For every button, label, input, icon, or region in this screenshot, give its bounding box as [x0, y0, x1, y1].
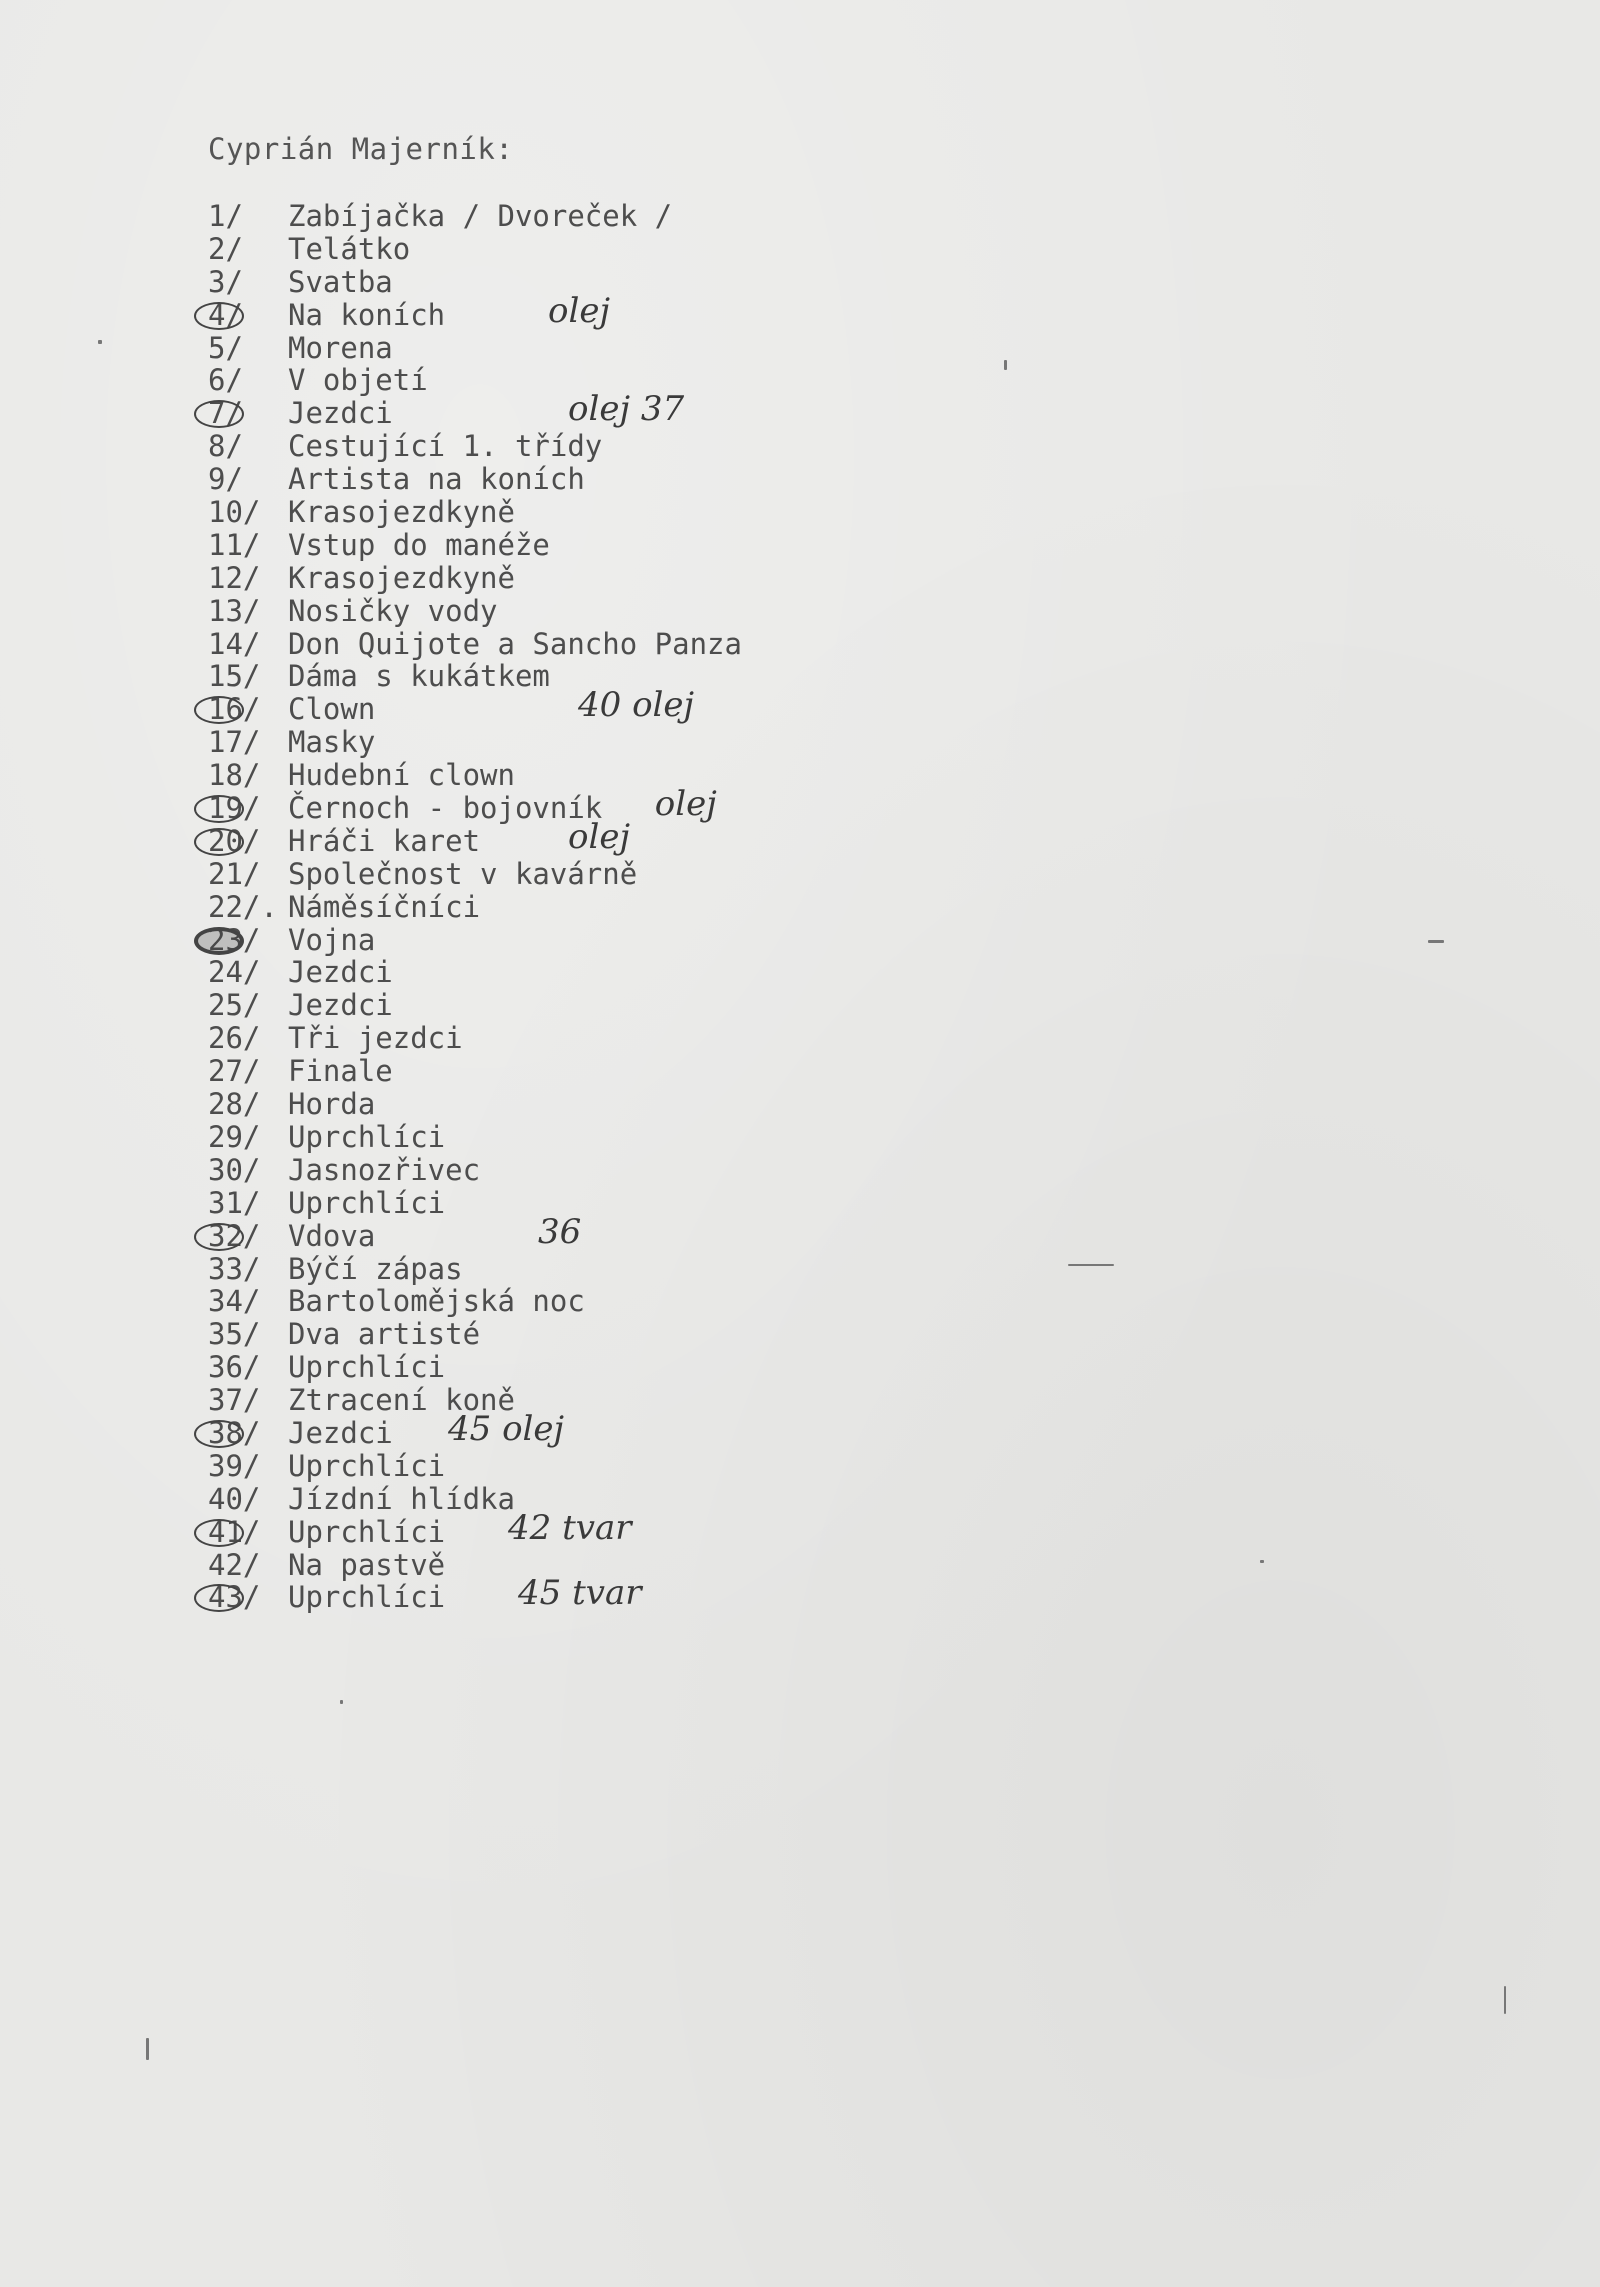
item-title: Hráči karet — [288, 823, 481, 858]
item-title: Jezdci — [288, 955, 393, 990]
artwork-list — [208, 200, 742, 1614]
item-title: Náměsíčníci — [288, 889, 481, 924]
item-number: 28/ — [208, 1087, 261, 1122]
item-number: 20/ — [208, 823, 261, 858]
paper-speck — [146, 2038, 149, 2060]
list-item — [208, 891, 742, 924]
list-item — [208, 562, 742, 595]
item-title: Uprchlíci — [288, 1350, 446, 1385]
list-item — [208, 1211, 742, 1253]
pencil-circle-mark — [194, 795, 244, 823]
item-number: 22/. — [208, 889, 278, 924]
list-item — [208, 1187, 742, 1220]
item-title: Jezdci — [288, 1415, 393, 1450]
item-title: Uprchlíci — [288, 1580, 446, 1615]
item-title: Uprchlíci — [288, 1119, 446, 1154]
list-item — [208, 1055, 742, 1088]
list-item — [208, 726, 742, 759]
paper-speck — [1004, 360, 1007, 370]
pencil-circle-mark — [194, 828, 244, 856]
item-number: 2/ — [208, 231, 243, 266]
item-title: Jasnozřivec — [288, 1152, 481, 1187]
list-item — [208, 200, 742, 233]
list-item — [208, 1022, 742, 1055]
item-title: Jezdci — [288, 988, 393, 1023]
item-title: Finale — [288, 1054, 393, 1089]
handwritten-note: olej — [654, 784, 717, 825]
item-title: Tři jezdci — [288, 1021, 463, 1056]
item-title: Zabíjačka / Dvoreček / — [288, 199, 673, 233]
item-number: 42/ — [208, 1547, 261, 1582]
list-item — [208, 332, 742, 365]
item-title: Uprchlíci — [288, 1185, 446, 1220]
list-item — [208, 956, 742, 989]
item-number: 25/ — [208, 988, 261, 1023]
item-number: 41/ — [208, 1514, 261, 1549]
list-item — [208, 1253, 742, 1286]
handwritten-note: olej 37 — [568, 389, 685, 430]
list-item — [208, 1507, 742, 1549]
item-number: 6/ — [208, 363, 243, 398]
item-title: Vstup do manéže — [288, 527, 550, 562]
item-title: Telátko — [288, 231, 411, 266]
list-item — [208, 496, 742, 529]
list-item — [208, 1121, 742, 1154]
item-number: 38/ — [208, 1415, 261, 1450]
list-item — [208, 1351, 742, 1384]
item-number: 36/ — [208, 1350, 261, 1385]
item-title: Krasojezdkyně — [288, 560, 515, 595]
item-number: 40/ — [208, 1481, 261, 1516]
handwritten-note: 36 — [538, 1211, 582, 1252]
list-item — [208, 1483, 742, 1516]
list-item — [208, 266, 742, 299]
item-number: 4/ — [208, 297, 243, 332]
list-item — [208, 290, 742, 332]
list-item — [208, 595, 742, 628]
list-item — [208, 233, 742, 266]
item-title: Dáma s kukátkem — [288, 659, 550, 694]
item-number: 15/ — [208, 659, 261, 694]
pencil-circle-mark — [194, 302, 244, 330]
item-number: 14/ — [208, 626, 261, 661]
document-heading: Cyprián Majerník: — [208, 132, 514, 166]
item-number: 21/ — [208, 856, 261, 891]
item-title: Artista na koních — [288, 462, 585, 497]
list-item — [208, 685, 742, 727]
item-title: Uprchlíci — [288, 1448, 446, 1483]
item-number: 18/ — [208, 758, 261, 793]
item-number: 35/ — [208, 1317, 261, 1352]
item-title: Na pastvě — [288, 1547, 446, 1582]
list-item — [208, 1408, 742, 1450]
item-number: 1/ — [208, 199, 243, 233]
handwritten-note: 45 olej — [448, 1408, 565, 1449]
item-title: Don Quijote a Sancho Panza — [288, 626, 742, 661]
item-number: 9/ — [208, 462, 243, 497]
pencil-circle-mark — [194, 927, 244, 955]
list-item — [208, 816, 742, 858]
item-number: 33/ — [208, 1251, 261, 1286]
item-title: Vojna — [288, 922, 376, 957]
item-title: Nosičky vody — [288, 593, 498, 628]
handwritten-note: 40 olej — [578, 685, 695, 726]
list-item — [208, 1088, 742, 1121]
list-item — [208, 989, 742, 1022]
item-number: 11/ — [208, 527, 261, 562]
item-title: Uprchlíci — [288, 1514, 446, 1549]
list-item — [208, 1285, 742, 1318]
item-title: Svatba — [288, 264, 393, 299]
list-item — [208, 858, 742, 891]
item-number: 23/ — [208, 922, 261, 957]
item-number: 7/ — [208, 396, 243, 431]
item-title: Morena — [288, 330, 393, 365]
paper-speck — [1260, 1560, 1264, 1563]
list-item — [208, 784, 742, 826]
paper-speck — [1068, 1264, 1114, 1266]
item-number: 26/ — [208, 1021, 261, 1056]
item-number: 29/ — [208, 1119, 261, 1154]
item-title: Cestující 1. třídy — [288, 429, 603, 464]
list-item — [208, 628, 742, 661]
paper-speck — [1504, 1986, 1506, 2014]
list-item — [208, 430, 742, 463]
list-item — [208, 1450, 742, 1483]
list-item — [208, 529, 742, 562]
item-number: 17/ — [208, 725, 261, 760]
item-title: Jezdci — [288, 396, 393, 431]
item-number: 43/ — [208, 1580, 261, 1615]
item-number: 32/ — [208, 1218, 261, 1253]
list-item — [208, 389, 742, 431]
item-title: Býčí zápas — [288, 1251, 463, 1286]
pencil-circle-mark — [194, 1420, 244, 1448]
paper-speck — [340, 1700, 343, 1704]
item-title: Jízdní hlídka — [288, 1481, 515, 1516]
pencil-circle-mark — [194, 1223, 244, 1251]
item-number: 37/ — [208, 1383, 261, 1418]
paper-speck — [98, 340, 102, 344]
item-number: 12/ — [208, 560, 261, 595]
list-item — [208, 1573, 742, 1615]
item-number: 3/ — [208, 264, 243, 299]
list-item — [208, 463, 742, 496]
item-title: Clown — [288, 692, 376, 727]
item-title: Společnost v kavárně — [288, 856, 638, 891]
item-number: 27/ — [208, 1054, 261, 1089]
list-item — [208, 924, 742, 957]
handwritten-note: 42 tvar — [508, 1507, 632, 1548]
item-title: Černoch - bojovník — [288, 791, 603, 826]
item-number: 10/ — [208, 495, 261, 530]
item-number: 31/ — [208, 1185, 261, 1220]
list-item — [208, 1549, 742, 1582]
item-number: 13/ — [208, 593, 261, 628]
handwritten-note: 45 tvar — [518, 1573, 642, 1614]
item-title: Hudební clown — [288, 758, 515, 793]
item-title: V objetí — [288, 363, 428, 398]
item-title: Krasojezdkyně — [288, 495, 515, 530]
paper-speck — [1428, 940, 1444, 943]
item-number: 34/ — [208, 1284, 261, 1319]
item-number: 19/ — [208, 791, 261, 826]
item-title: Vdova — [288, 1218, 376, 1253]
item-number: 16/ — [208, 692, 261, 727]
list-item — [208, 1154, 742, 1187]
item-title: Dva artisté — [288, 1317, 481, 1352]
item-title: Bartolomějská noc — [288, 1284, 585, 1319]
item-number: 30/ — [208, 1152, 261, 1187]
item-title: Na koních — [288, 297, 446, 332]
pencil-circle-mark — [194, 1519, 244, 1547]
item-number: 8/ — [208, 429, 243, 464]
handwritten-note: olej — [568, 816, 631, 857]
item-title: Horda — [288, 1087, 376, 1122]
item-title: Ztracení koně — [288, 1383, 515, 1418]
item-title: Masky — [288, 725, 376, 760]
item-number: 39/ — [208, 1448, 261, 1483]
item-number: 5/ — [208, 330, 243, 365]
item-number: 24/ — [208, 955, 261, 990]
handwritten-note: olej — [548, 290, 611, 331]
list-item — [208, 1318, 742, 1351]
